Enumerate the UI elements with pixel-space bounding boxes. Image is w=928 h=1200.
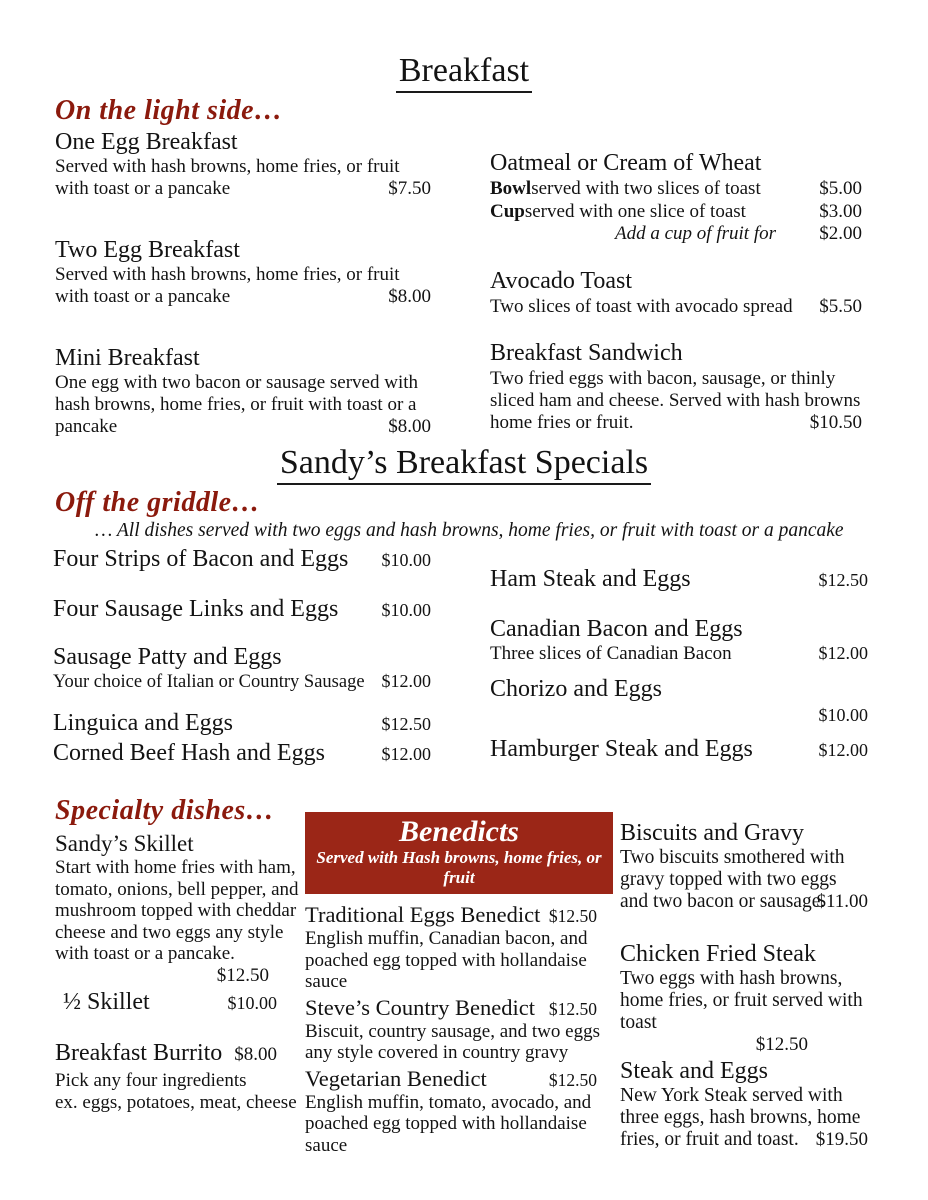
item-desc: Two biscuits smothered with gravy topped with two eggs and two bacon or sausage. — [620, 847, 845, 912]
item-name: Four Strips of Bacon and Eggs — [53, 546, 349, 572]
specialty-column-3 — [620, 820, 868, 1151]
heading-on-the-light-side: On the light side… — [55, 95, 283, 126]
oatmeal-bowl-row — [490, 178, 862, 201]
item-price: $12.50 — [548, 1069, 597, 1090]
item-name: Mini Breakfast — [55, 345, 200, 371]
item-desc-price — [490, 368, 862, 434]
item-name: Steak and Eggs — [620, 1058, 768, 1084]
item-name-price — [55, 1039, 303, 1070]
menu-item-oatmeal — [490, 148, 862, 246]
item-name: Breakfast Burrito — [55, 1039, 223, 1066]
item-desc-price — [55, 156, 431, 200]
item-name: Oatmeal or Cream of Wheat — [490, 150, 762, 176]
item-name: Chicken Fried Steak — [620, 941, 816, 967]
menu-item-half-skillet — [55, 989, 277, 1015]
benedicts-panel — [305, 812, 613, 894]
menu-item-one-egg-breakfast — [55, 128, 431, 200]
menu-item-breakfast-burrito — [55, 1039, 303, 1114]
item-desc: English muffin, Canadian bacon, and poached egg topped with hollandaise sauce — [305, 928, 588, 992]
specials-title-text: Sandy’s Breakfast Specials — [277, 444, 651, 485]
menu-item-chicken-fried-steak — [620, 941, 868, 1056]
menu-item-ham-steak-eggs — [490, 566, 868, 592]
menu-item-two-egg-breakfast — [55, 236, 431, 308]
item-name: Avocado Toast — [490, 267, 633, 294]
section-title-specials — [0, 444, 928, 485]
section-title-breakfast — [0, 52, 928, 93]
item-desc: Two eggs with hash browns, home fries, or fruit served with toast — [620, 968, 863, 1033]
specialty-column-1 — [55, 830, 303, 1114]
item-desc: ex. eggs, potatoes, meat, cheese — [55, 1091, 297, 1113]
item-desc-price — [55, 372, 431, 438]
item-desc: Two slices of toast with avocado spread — [490, 295, 793, 317]
item-price: $5.00 — [819, 178, 862, 199]
item-desc: Served with hash browns, home fries, or fruit with toast or a pancake — [55, 264, 400, 307]
item-name: Canadian Bacon and Eggs — [490, 616, 743, 642]
item-price: $12.50 — [381, 714, 431, 734]
item-price: $12.50 — [755, 1034, 808, 1055]
item-name: Sausage Patty and Eggs — [53, 644, 282, 670]
menu-item-sausage-links-eggs — [53, 596, 431, 622]
item-desc: Your choice of Italian or Country Sausage — [53, 672, 365, 692]
item-price: $10.00 — [818, 705, 868, 725]
menu-item-linguica-eggs — [53, 710, 431, 736]
item-name: Corned Beef Hash and Eggs — [53, 740, 325, 766]
item-name: Ham Steak and Eggs — [490, 566, 691, 592]
item-desc: Two fried eggs with bacon, sausage, or thinly sliced ham and cheese. Served with hash browns home fries or fruit. — [490, 367, 861, 433]
menu-item-biscuits-gravy — [620, 820, 868, 913]
specialty-column-benedicts — [305, 812, 615, 1156]
item-price: $8.00 — [388, 416, 431, 437]
item-price: $12.50 — [818, 570, 868, 590]
menu-item-sandys-skillet — [55, 830, 303, 987]
item-price: $2.00 — [819, 223, 862, 244]
item-desc: One egg with two bacon or sausage served with hash browns, home fries, or fruit with toast or a pancake — [55, 372, 419, 437]
breakfast-title-text: Breakfast — [396, 52, 532, 93]
menu-item-mini-breakfast — [55, 344, 431, 438]
item-name: Sandy’s Skillet — [55, 831, 194, 856]
item-price: $11.00 — [816, 891, 868, 912]
item-name: Vegetarian Benedict — [305, 1065, 487, 1091]
item-price: $5.50 — [819, 295, 862, 317]
menu-item-vegetarian-benedict — [305, 1066, 615, 1157]
row-text: served with two slices of toast — [531, 178, 761, 199]
item-name: Linguica and Eggs — [53, 710, 233, 736]
item-price: $10.50 — [809, 411, 862, 433]
griddle-left-column — [53, 546, 431, 766]
item-desc-price — [490, 296, 862, 318]
item-price: $10.00 — [381, 600, 431, 620]
item-price: $7.50 — [388, 178, 431, 199]
item-price: $19.50 — [815, 1129, 868, 1150]
item-desc-price — [620, 847, 868, 913]
item-desc-price — [490, 642, 868, 666]
menu-item-breakfast-sandwich — [490, 338, 862, 434]
menu-item-steak-and-eggs — [620, 1058, 868, 1151]
item-name: Four Sausage Links and Eggs — [53, 596, 339, 622]
item-price: $8.00 — [234, 1043, 278, 1065]
row-text: served with one slice of toast — [524, 200, 746, 222]
menu-item-corned-beef-hash-eggs — [53, 740, 431, 766]
item-name: Two Egg Breakfast — [55, 237, 240, 263]
menu-item-bacon-eggs — [53, 546, 431, 572]
menu-item-sausage-patty-eggs — [53, 644, 431, 694]
griddle-note: … All dishes served with two eggs and hash browns, home fries, or fruit with toast or a pancake — [95, 520, 844, 541]
item-name-price — [305, 995, 615, 1021]
item-desc-price — [53, 670, 431, 694]
item-price: $10.00 — [381, 550, 431, 570]
menu-item-canadian-bacon-eggs — [490, 616, 868, 666]
item-price: $12.00 — [381, 744, 431, 764]
item-desc: Biscuit, country sausage, and two eggs any style covered in country gravy — [305, 1020, 600, 1063]
item-desc: Three slices of Canadian Bacon — [490, 643, 732, 664]
item-price: $12.50 — [548, 998, 597, 1019]
item-price: $12.00 — [818, 643, 868, 663]
menu-item-hamburger-steak-eggs — [490, 736, 868, 762]
item-name-price — [305, 1066, 615, 1092]
item-desc: Pick any four ingredients — [55, 1069, 247, 1091]
item-desc-price — [620, 1085, 868, 1151]
griddle-right-column — [490, 566, 868, 762]
menu-item-avocado-toast — [490, 266, 862, 318]
item-price: $3.00 — [819, 200, 862, 222]
menu-item-chorizo-eggs — [490, 676, 868, 728]
item-desc: New York Steak served with three eggs, hash browns, home fries, or fruit and toast. — [620, 1085, 861, 1150]
heading-off-the-griddle: Off the griddle… — [55, 487, 261, 518]
item-desc: Served with hash browns, home fries, or fruit with toast or a pancake — [55, 156, 400, 199]
addon-text: Add a cup of fruit for — [615, 223, 776, 244]
oatmeal-cup-row — [490, 201, 862, 224]
item-desc-price — [55, 264, 431, 308]
benedicts-title: Benedicts — [399, 815, 519, 848]
bowl-label: Bowl — [490, 178, 532, 199]
item-name: One Egg Breakfast — [55, 129, 238, 155]
item-desc: English muffin, tomato, avocado, and poached egg topped with hollandaise sauce — [305, 1091, 592, 1156]
light-side-right-column — [490, 148, 862, 434]
menu-item-traditional-benedict — [305, 902, 615, 993]
item-name: Hamburger Steak and Eggs — [490, 736, 753, 762]
item-name: Steve’s Country Benedict — [305, 994, 535, 1020]
cup-label: Cup — [490, 200, 525, 222]
item-name: Chorizo and Eggs — [490, 676, 662, 702]
item-price: $10.00 — [227, 992, 277, 1013]
item-price: $12.00 — [818, 740, 868, 760]
item-name: Traditional Eggs Benedict — [305, 902, 541, 927]
fruit-addon-row — [490, 223, 862, 246]
heading-specialty-dishes: Specialty dishes… — [55, 795, 275, 826]
item-price: $12.50 — [216, 964, 269, 986]
item-name: ½ Skillet — [63, 988, 150, 1015]
item-name-price — [305, 902, 615, 928]
item-name: Biscuits and Gravy — [620, 820, 804, 846]
item-price: $12.50 — [548, 906, 597, 926]
item-price: $12.00 — [381, 671, 431, 691]
item-name: Breakfast Sandwich — [490, 339, 683, 366]
item-price: $8.00 — [388, 286, 431, 307]
menu-item-steves-benedict — [305, 995, 615, 1064]
item-desc: Start with home fries with ham, tomato, onions, bell pepper, and mushroom topped with cheddar cheese and two eggs any style with toast or a pancake. — [55, 857, 299, 964]
benedicts-subtitle: Served with Hash browns, home fries, or fruit — [316, 848, 602, 887]
light-side-left-column — [55, 128, 431, 438]
